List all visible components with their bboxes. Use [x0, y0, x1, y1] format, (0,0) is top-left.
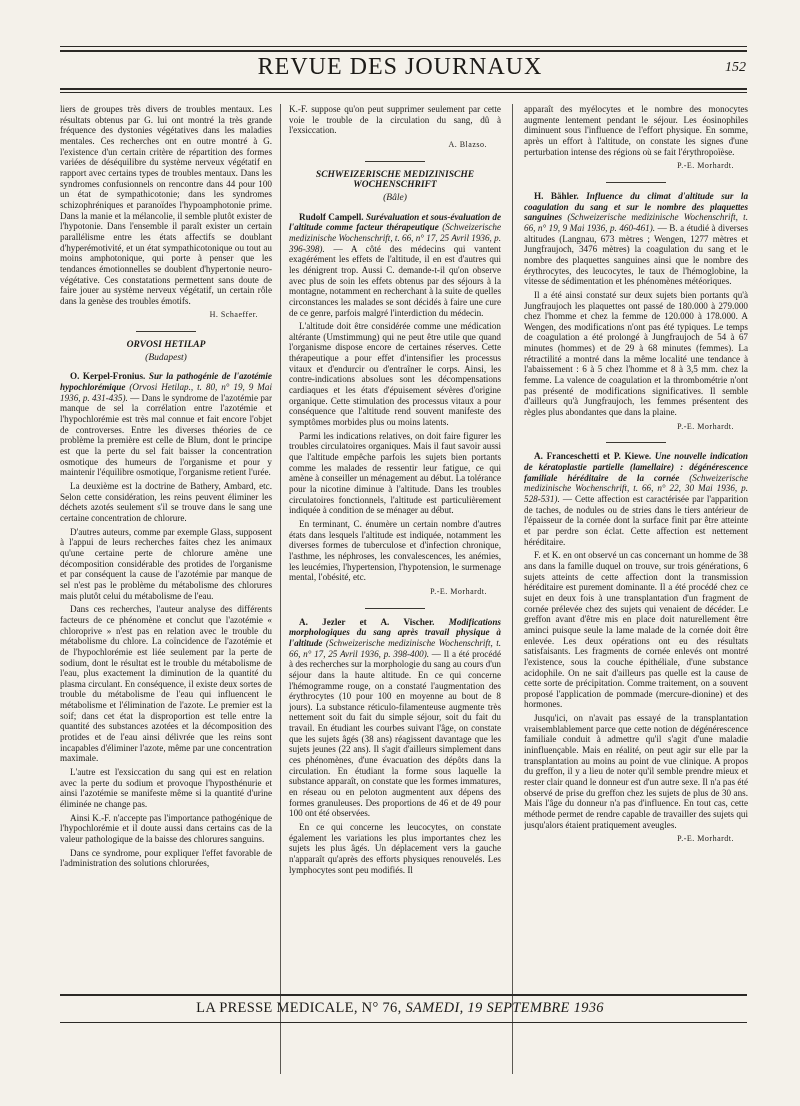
signature: P.-E. Morhardt.	[430, 586, 487, 596]
paragraph: En terminant, C. énumère un certain nombre d'autres états dans lesquels l'altitude est indiquée, notamment les diverses formes de tuberculose et d'infection chronique, l'asthme, les néphroses, les convalescences, les anémies, les leucémies, l'hypertension, l'hypotension, le surmenage mental, l'obésité, etc.	[289, 518, 501, 583]
signature: P.-E. Morhardt.	[677, 421, 734, 431]
paragraph: Dans ce syndrome, pour expliquer l'effet favorable de l'administration des solutions chlorurées,	[60, 847, 272, 869]
article-title: Une nouvelle indication de kératoplastie partielle (lamellaire) : dégénérescence familiale héréditaire de la cornée	[524, 451, 748, 483]
page-title: REVUE DES JOURNAUX	[257, 54, 543, 80]
header-rule-bottom-thin	[60, 92, 747, 93]
separator	[365, 608, 425, 609]
separator	[365, 161, 425, 162]
article-intro	[289, 617, 501, 819]
paragraph: apparaît des myélocytes et le nombre des monocytes augmente lentement pendant le séjour. Les éosinophiles diminuent sous l'influence de l'effort physique. En somme, après un effort à l'altitude, on constate les signes d'une perturbation intense des régions où se fait l'érythropoïèse.	[524, 104, 748, 157]
column-3	[524, 104, 748, 1106]
header-rule-bottom	[60, 88, 747, 90]
article-text: — Il a été procédé à des recherches sur la morphologie du sang au cours d'un séjour dans la haute altitude. En ce qui concerne l'hémogramme rouge, on a constaté l'augmentation des érythrocytes (10 pour 100 en moyenne au bout de 8 jours). La substance réticulo-filamenteuse augmente très nettement soit du fait du simple séjour, soit du fait du travail. En étudiant les courbes suivant l'âge, on constate que les sujets âgés (38 ans) réagissent davantage que les sujets jeunes (22 ans). Il s'agit d'ailleurs simplement dans ces phénomènes, d'une évacuation des dépôts dans la circulation. En étudiant la forme sous laquelle la substance apparaît, on constate que les formes immatures, en réseau ou en peloton augmentent aux dépens des formes granuleuses. Des proportions de 46 et de 49 pour 100 ont été observées.	[289, 648, 501, 819]
article-author: A. Jezler et A. Vischer.	[299, 616, 435, 627]
paragraph: liers de groupes très divers de troubles mentaux. Les résultats obtenus par G. lui ont montré la très grande fréquence des dystonies végétatives dans les maladies mentales. Ces recherches ont en outre montré à G. l'existence d'un certain critère de répartition des formes variées de déséquilibre du système nerveux végétatif en rapport avec certains types de troubles mentaux. Dans les syndromes confusionnels on rencontre dans 44 pour 100 un état de sympathicotonie; dans les syndromes schizophréniques et paranoïdes l'hypoamphotonie prime. Dans la manie et la mélancolie, il semble plutôt exister de l'hypotonie. Dans l'ensemble il paraît exister un certain parallélisme entre les états affectifs se doublant d'hyperémotivité, et un état sympathicotonique ou tout au moins amphotonique, qui porte à penser que les tendances émotionnelles se doublent d'hypertonie neuro-végétative. Ces constatations permettent sans doute de faire jouer au système nerveux végétatif, un certain rôle dans la genèse des troubles émotifs.	[60, 104, 272, 306]
journal-city: (Bâle)	[383, 192, 407, 203]
article-title: Surévaluation et sous-évaluation de l'altitude comme facteur thérapeutique	[289, 211, 501, 233]
header-rule-double	[60, 50, 747, 52]
paragraph: Il a été ainsi constaté sur deux sujets bien portants qu'à Jungfraujoch les plaquettes ont passé de 180.000 à 279.000 chez l'homme et chez la femme de 120.000 à 178.000. A Wengen, des modifications n'ont pas été typiques. Le temps de coagulation a été prolongé à Jungfraujoch de 54 à 67 minutes (hommes) et de 29 à 68 minutes (femmes). La rétractilité a montré dans la même localité une tendance à l'abaissement : 6 à 5 chez l'homme et 8 à 3,5 mm. chez la femme. La valence de coagulation et la thrombométrie n'ont pas présenté de modifications significatives. Il semble d'ailleurs qu'à Jungfraujoch, les femmes présentent des règles plus abondantes que dans la plaine.	[524, 289, 748, 418]
footer-rule-top	[60, 994, 747, 996]
paragraph: En ce qui concerne les leucocytes, on constate également les variations les plus importantes chez les sujets les plus âgés. Un déplacement vers la gauche n'apparaît qu'après des efforts physiques renouvelés. Les lymphocytes sont peu modifiés. Il	[289, 822, 501, 875]
article-author: Rudolf Campell.	[299, 211, 364, 222]
separator	[136, 331, 196, 332]
paragraph: K.-F. suppose qu'on peut supprimer seulement par cette voie le trouble de la circulation du sang, dû à l'exsiccation.	[289, 104, 501, 136]
article-text: — Cette affection est caractérisée par l'apparition de taches, de nodules ou de stries dans le tiers antérieur de l'épaisseur de la cornée dont la surface finit par être atteinte et par perdre son éclat. Cette affection est nettement héréditaire.	[524, 494, 748, 547]
paragraph: L'altitude doit être considérée comme une médication altérante (Umstimmung) qui ne peut être utile que quand l'organisme dispose encore de certaines réserves. Cette thérapeutique a pour effet d'intensifier les processus vitaux et d'endurcir ou d'entraîner le corps. Ainsi, les contre-indications absolues sont les décompensations cardiaques et les états d'épuisement sévères d'origine organique. Cette stimulation des processus vitaux a pour conséquence que l'altitude rend souvent manifeste des symptômes morbides plus ou moins latents.	[289, 321, 501, 428]
article-intro	[289, 212, 501, 319]
article-author: H. Bähler.	[534, 190, 579, 201]
article-source: (Schweizerische medizinische Wochenschrift, t. 66, n° 17, 25 Avril 1936, p. 398-400).	[289, 637, 501, 659]
signature: A. Blazso.	[448, 139, 487, 149]
article-intro	[524, 191, 748, 287]
journal-city: (Budapest)	[145, 352, 187, 363]
footer	[0, 1000, 800, 1017]
article-title: Sur la pathogénie de l'azotémie hypochlorémique	[60, 371, 272, 393]
paragraph: Ainsi K.-F. n'accepte pas l'importance pathogénique de l'hypochlorémie et il doute aussi dans certains cas de la valeur pathologique de la baisse des chlorures sanguins.	[60, 812, 272, 844]
journal-heading: ORVOSI HETILAP	[126, 340, 206, 351]
article-author: A. Franceschetti et P. Kiewe.	[534, 451, 652, 462]
paragraph: Parmi les indications relatives, on doit faire figurer les troubles circulatoires organiques. Mais il faut savoir aussi que l'altitude empêche parfois les sujets bien portants comme les malades de ressentir leur fatigue, ce qui amène à conseiller un ménagement au début. La tolérance pour la nicotine diminue à l'altitude. Dans les troubles circulatoires fonctionnels, l'altitude est particulièrement indiquée à condition de se ménager au début.	[289, 430, 501, 516]
separator	[606, 182, 666, 183]
paragraph: L'autre est l'exsiccation du sang qui est en relation avec la perte du sodium et provoque l'hyposthénurie et ainsi l'azotémie se manifeste même si la quantité d'urine éliminée ne change pas.	[60, 767, 272, 810]
article-text: — B. a étudié à diverses altitudes (Langnau, 673 mètres ; Wengen, 1277 mètres et Jungfraujoch, 3476 mètres) la coagulation du sang et le nombre des plaquettes sanguines ainsi que le nombre des érythrocytes, des leucocytes, le taux de l'hémoglobine, la vitesse de sédimentation et les phénomènes météoriques.	[524, 222, 748, 287]
column-divider-1	[280, 104, 281, 1074]
article-title: Modifications morphologiques du sang après travail physique à l'altitude	[289, 616, 501, 648]
paragraph: La deuxième est la doctrine de Bathery, Ambard, etc. Selon cette considération, les reins peuvent éliminer les déchets azotés seulement s'il se trouve dans le sang une certaine concentration de chlorure.	[60, 481, 272, 523]
signature: P.-E. Morhardt.	[677, 834, 734, 844]
article-intro	[524, 451, 748, 547]
paragraph: F. et K. en ont observé un cas concernant un homme de 38 ans dans la famille duquel on trouve, sur trois générations, 6 sujets atteints de cette affection dont la transmission héréditaire est purement dominante. Il a été procédé chez ce sujet en deux fois à une transplantation d'un fragment de cornée prélevée chez des sujets qui venaient de décéder. Le greffon avant d'être mis en place doit naturellement être aminci puisque seule la lame malade de la cornée doit être enlevée. Les deux opérations ont eu des résultats satisfaisants. Les fragments de cornée enlevés ont montré l'existence, sous la couche épithéliale, d'une substance acidophile. On ne sait d'ailleurs pas quelle est la cause de cette sorte de précipitation. Comme traitement, on a souvent proposé l'application de pommade (mercure-dionine) et des hormones.	[524, 550, 748, 710]
article-source: (Schweizerische medizinische Wochenschrift, t. 66, n° 19, 9 Mai 1936, p. 460-461).	[524, 212, 748, 233]
article-title: Influence du climat d'altitude sur la coagulation du sang et sur le nombre des plaquettes sanguines	[524, 190, 748, 223]
page-number: 152	[725, 60, 746, 75]
footer-rule-bottom	[60, 1022, 747, 1023]
paragraph: Jusqu'ici, on n'avait pas essayé de la transplantation vraisemblablement parce que cette notion de dégénérescence familiale conduit à admettre qu'il s'agit d'une maladie ininfluençable. Mais en réalité, on peut agir sur elle par la transplantation au moins au point de vue clinique. A propos du greffon, il y a lieu de noter qu'il semble prendre mieux et rester clair quand le donneur est d'un autre sexe. Il n'a pas été observé de prise du greffon chez les sujets de plus de 30 ans. Mais l'âge du donneur n'a pas d'influence. En tout cas, cette méthode permet de rendre capable de travailler des sujets qui jusqu'alors étaient pratiquement aveugles.	[524, 713, 748, 830]
article-text: — Dans le syndrome de l'azotémie par manque de sel la corrélation entre l'azotémie et l'hypochlorémie est très mal connue et fait encore l'objet de controverses. Entre les diverses théories de ce problème la première est celle de Blum, dont le principe est que la perte du sel fait baisser la concentration osmotique des humeurs de l'organisme et pour y maintenir l'équilibre osmotique, l'organisme retient l'urée.	[60, 392, 272, 478]
column-2	[289, 104, 501, 1106]
footer-date: SAMEDI, 19 SEPTEMBRE 1936	[405, 1000, 604, 1016]
journal-heading: SCHWEIZERISCHE MEDIZINISCHE WOCHENSCHRIFT	[315, 169, 475, 191]
article-intro	[60, 371, 272, 478]
footer-journal: LA PRESSE MEDICALE, N° 76,	[196, 1000, 402, 1016]
signature: P.-E. Morhardt.	[677, 161, 734, 171]
paragraph: D'autres auteurs, comme par exemple Glass, supposent à l'appui de leurs recherches faites chez les animaux qu'une certaine perte de chlorure amène une décomposition considérable des protides de l'organisme et par conséquent la cause de l'azotémie par manque de sel n'est pas le problème du métabolisme des chlorures mais plutôt celui du métabolisme de l'eau.	[60, 526, 272, 601]
article-text: — A côté des médecins qui vantent exagérément les effets de l'altitude, il en est d'autres qui les dénigrent trop. Aussi C. demande-t-il qu'on observe avec plus de soin les effets obtenus par des séjours à la montagne, notamment en recherchant à la suite de quelles circonstances les malades se sont décidés à faire une cure de ce genre, parfois malgré l'interdiction du médecin.	[289, 243, 501, 318]
signature: H. Schaeffer.	[209, 310, 258, 320]
column-divider-2	[512, 104, 513, 1074]
article-source: (Schweizerische medizinische Wochenschrift, t. 66, n° 17, 25 Avril 1936, p. 396-398).	[289, 222, 501, 254]
column-1	[60, 104, 272, 1106]
header-rule-top	[60, 46, 747, 47]
article-source: (Orvosi Hetilap., t. 80, n° 19, 9 Mai 1936, p. 431-435).	[60, 382, 272, 403]
paragraph: Dans ces recherches, l'auteur analyse des différents facteurs de ce phénomène et conclut que l'azotémie « chloroprive » n'est pas en relation avec le trouble du métabolisme du chlore. La coïncidence de l'azotémie et de l'hypochlorémie est liée seulement par la perte de sodium, dont le résultat est le trouble du métabolisme de l'eau, plus exactement la diminution de la quantité du plasma circulant. En conséquence, il existe deux sortes de trouble du métabolisme de l'eau qui influencent le métabolisme et l'élimination de l'azote. Le premier est la soif; dans cet état la disproportion est telle entre la quantité des substances azotées et la décomposition des protides et de l'eau ainsi délivrée que les reins sont incapables d'éliminer l'azote, même par une concentration maximale.	[60, 604, 272, 764]
separator	[606, 442, 666, 443]
article-author: O. Kerpel-Fronius.	[70, 371, 146, 382]
article-source: (Schweizerische medizinische Wochenschrift, t. 66, n° 22, 30 Mai 1936, p. 528-531).	[524, 472, 748, 504]
